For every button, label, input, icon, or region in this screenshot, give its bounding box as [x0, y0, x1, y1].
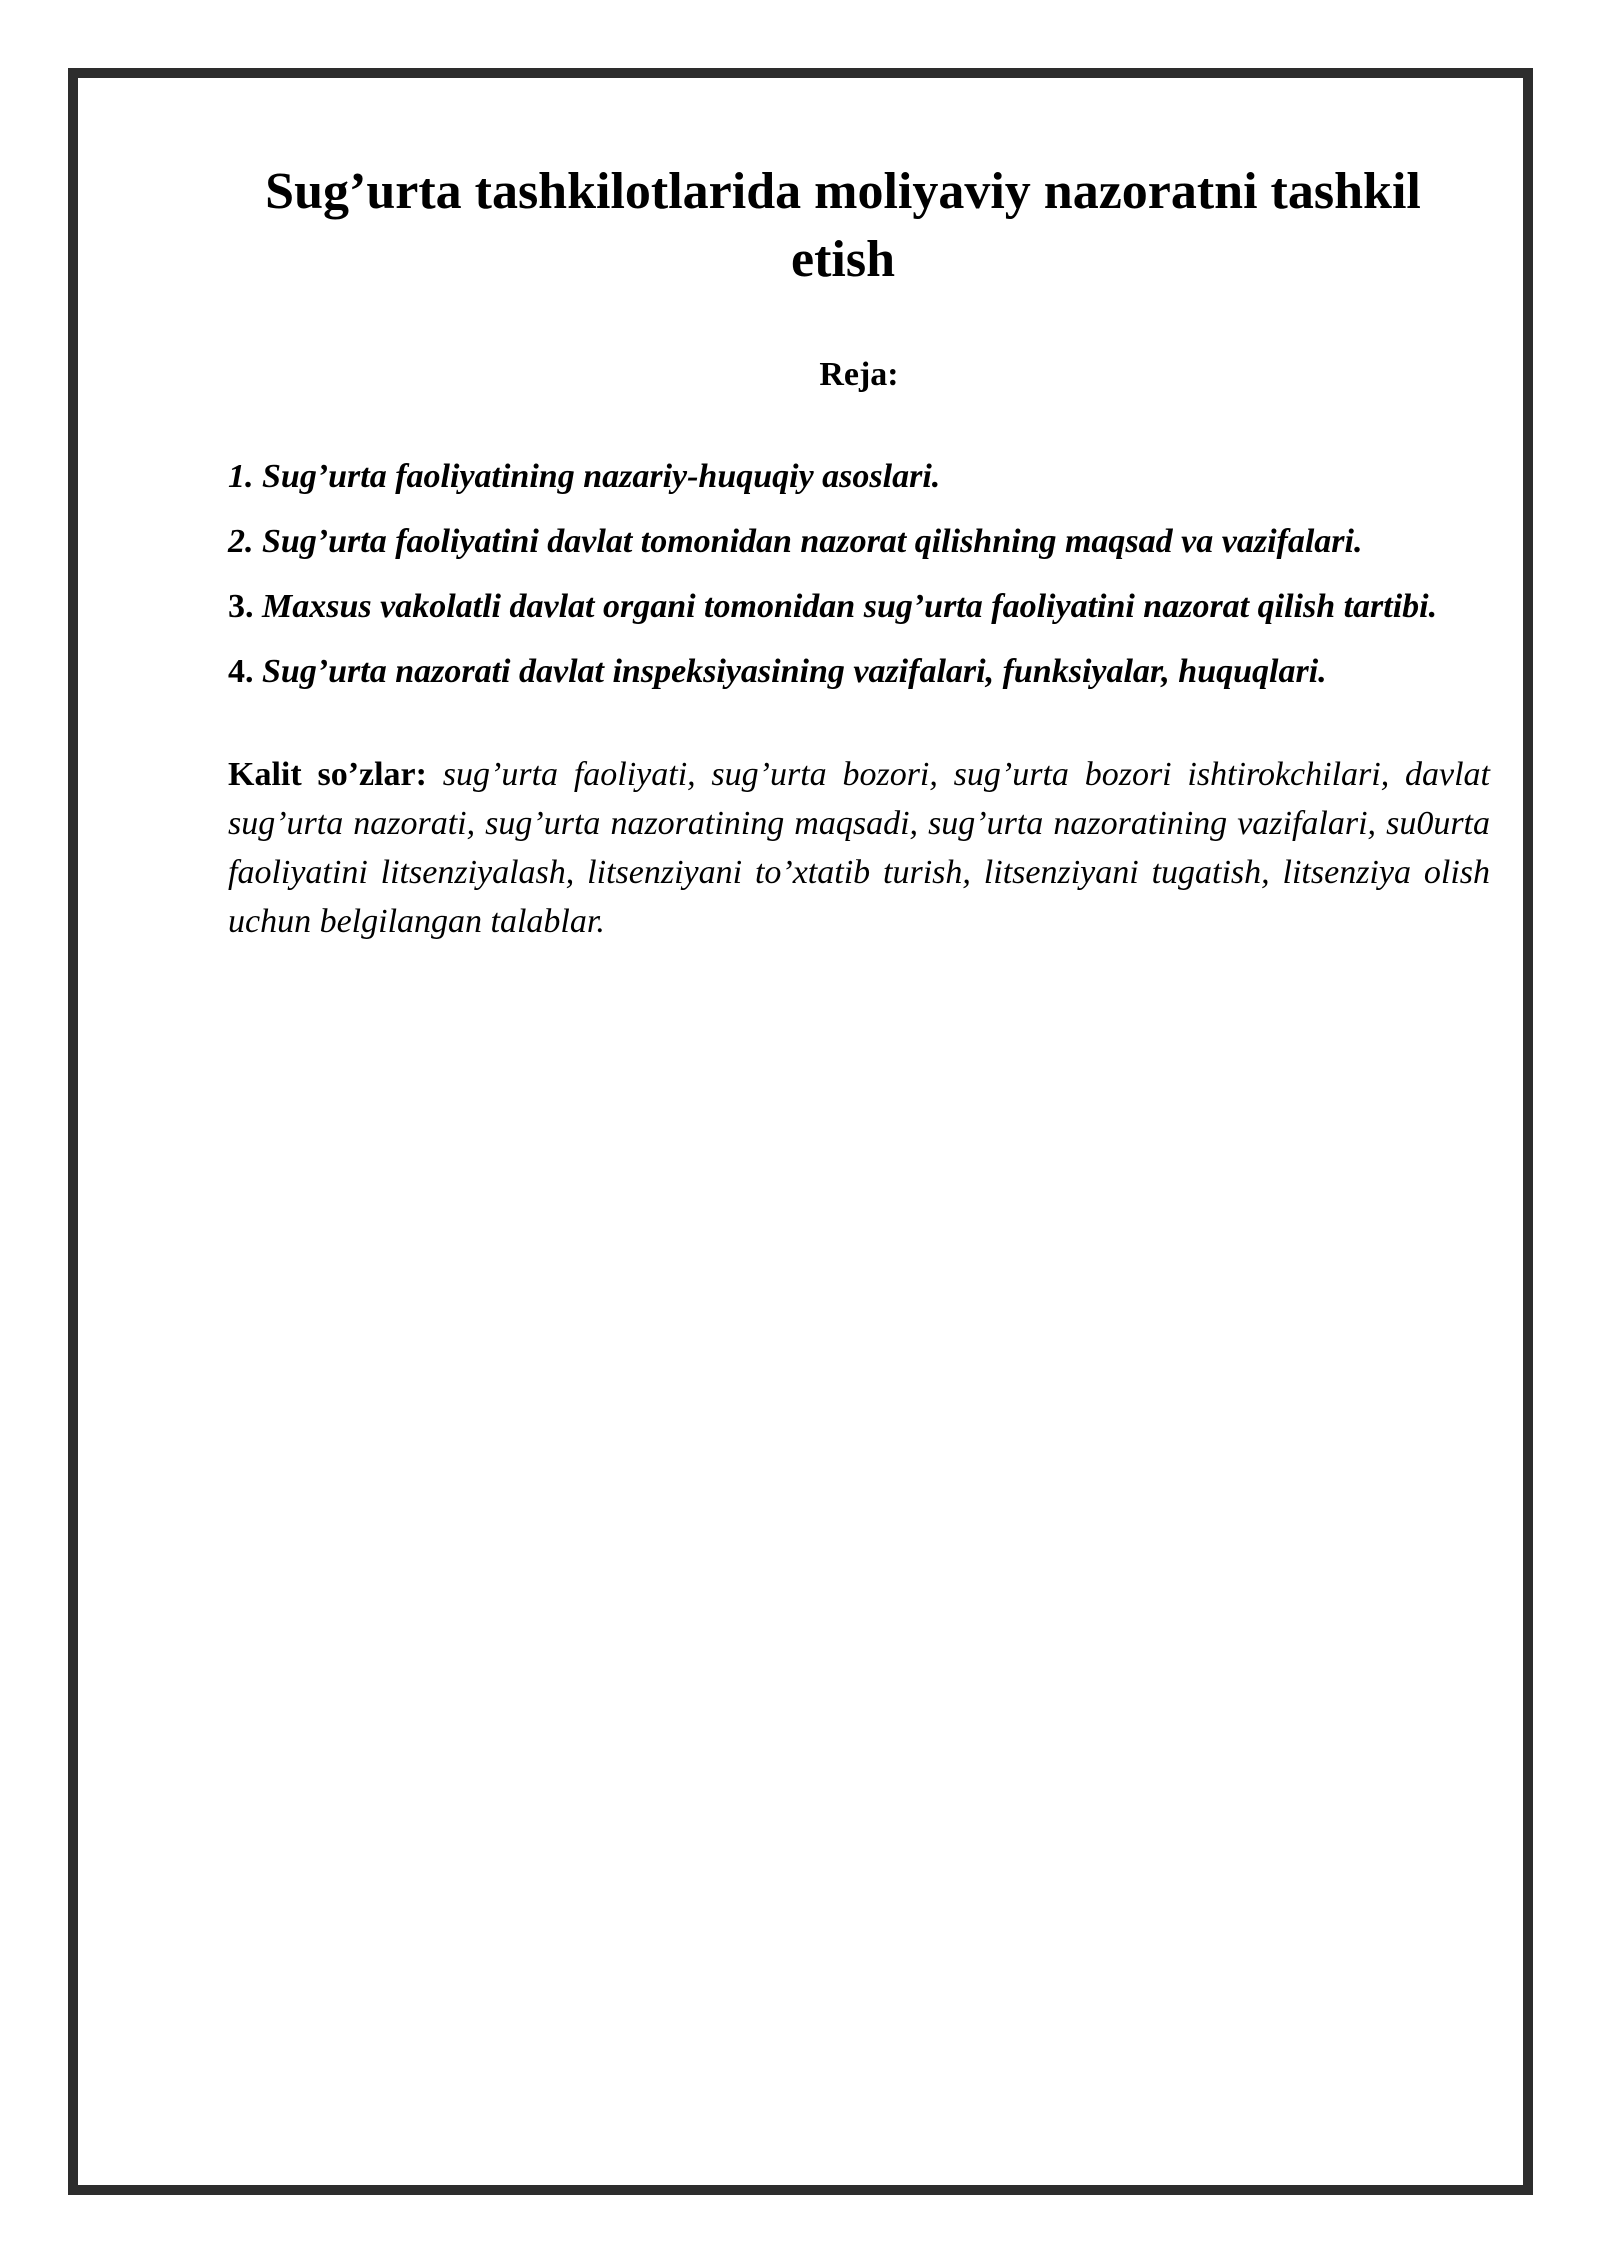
plan-item	[228, 444, 1490, 509]
plan-item-number: 4.	[228, 653, 254, 690]
document-title: Sug’urta tashkilotlarida moliyaviy nazoratni tashkil etish	[265, 163, 1421, 288]
plan-item	[228, 639, 1490, 704]
keywords-paragraph	[228, 750, 1490, 946]
keywords-text: sug’urta faoliyati, sug’urta bozori, sug’urta bozori ishtirokchilari, davlat sug’urta nazorati, sug’urta nazoratining maqsadi, sug’urta nazoratining vazifalari, su0urta faoliyatini litsenziyalash, litsenziyani to’xtatib turish, litsenziyani tugatish, litsenziya olish uchun belgilangan talablar.	[228, 756, 1490, 940]
document-body	[228, 140, 1490, 980]
plan-item-number: 2.	[228, 523, 254, 560]
plan-item-text: Maxsus vakolatli davlat organi tomonidan sug’urta faoliyatini nazorat qilish tartibi.	[262, 588, 1438, 625]
plan-item-number: 1.	[228, 458, 254, 495]
plan-heading: Reja:	[819, 356, 899, 393]
keywords-label: Kalit so’zlar:	[228, 756, 427, 793]
plan-item-text: Sug’urta faoliyatini davlat tomonidan nazorat qilishning maqsad va vazifalari.	[262, 523, 1363, 560]
plan-item-number: 3.	[228, 588, 254, 625]
plan-item-text: Sug’urta nazorati davlat inspeksiyasining vazifalari, funksiyalar, huquqlari.	[262, 653, 1327, 690]
plan-list	[228, 444, 1490, 704]
plan-item	[228, 574, 1490, 639]
plan-item-text: Sug’urta faoliyatining nazariy-huquqiy asoslari.	[262, 458, 941, 495]
plan-item	[228, 509, 1490, 574]
